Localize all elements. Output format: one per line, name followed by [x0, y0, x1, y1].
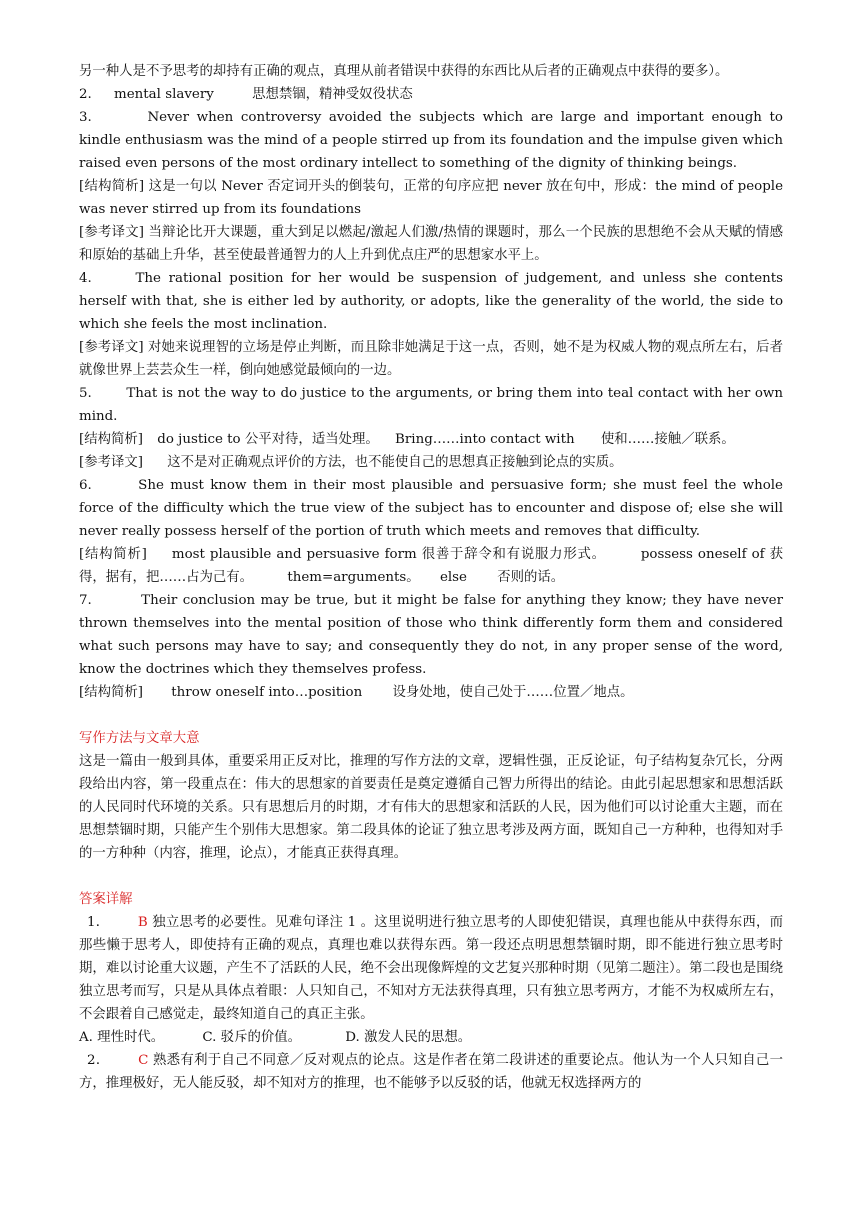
option-d: D. 激发人民的思想。	[345, 1030, 472, 1045]
answer-letter: B	[137, 915, 148, 930]
note-6-structure	[79, 543, 783, 589]
note-number: 4.	[79, 271, 92, 286]
answer-1-options	[79, 1026, 783, 1049]
structure-part: throw oneself into…position	[171, 685, 363, 700]
note-sentence: Never when controversy avoided the subjects which are large and important enough to kindle enthusiasm was the mind of a people stirred up from its foundation and the impulse given which raised even persons of the most ordinary intellect to something of the dignity of thinking beings.	[79, 110, 783, 171]
structure-label: [结构简析]	[79, 685, 144, 700]
note-sentence: She must know them in their most plausible and persuasive form; she must feel the whole force of the difficulty which the true view of the subject has to encounter and dispose of; else she will never really possess herself of the portion of truth which meets and removes that difficulty.	[79, 478, 783, 539]
note-phrase: mental slavery	[114, 87, 214, 102]
document-page	[79, 60, 783, 1095]
answer-letter: C	[138, 1053, 149, 1068]
note-translation: 思想禁锢，精神受奴役状态	[252, 87, 413, 102]
note-3-reference: [参考译文] 当辩论比开大课题，重大到足以燃起/激起人们激/热情的课题时，那么一个民族的思想绝不会从天赋的情感和原始的基础上升华，甚至使最普通智力的人上升到优点庄严的思想家水平上。	[79, 225, 783, 263]
answer-number: 1．	[87, 915, 110, 930]
note-2	[79, 83, 783, 106]
structure-part: 否则的话。	[497, 570, 565, 585]
option-c: C. 驳斥的价值。	[202, 1030, 302, 1045]
reference-text: 这不是对正确观点评价的方法，也不能使自己的思想真正接触到论点的实质。	[167, 455, 623, 470]
note-4-reference: [参考译文] 对她来说理智的立场是停止判断，而且除非她满足于这一点，否则，她不是为权威人物的观点所左右，后者就像世界上芸芸众生一样，倒向她感觉最倾向的一边。	[79, 340, 783, 378]
structure-part: 使和……接触／联系。	[600, 432, 735, 447]
note-sentence: The rational position for her would be suspension of judgement, and unless she contents herself with that, she is either led by authority, or adopts, like the generality of the world, the side to which she feels the most inclination.	[79, 271, 784, 332]
note-number: 2.	[79, 87, 92, 102]
note-number: 7.	[79, 593, 92, 608]
answer-explanation: 独立思考的必要性。见难句译注 1 。这里说明进行独立思考的人即使犯错误，真理也能从中获得东西，而那些懒于思考人，即使持有正确的观点，真理也难以获得东西。第一段还点明思想禁锢时期，即不能进行独立思考时期，难以讨论重大议题，产生不了活跃的人民，绝不会出现像辉煌的文艺复兴那种时期（见第二题注）。第二段也是围绕独立思考而写，只是从具体点着眼：人只知自己，不知对方无法获得真理，只有独立思考两方，才能不为权威所左右，不会跟着自己感觉走，最终知道自己的真正主张。	[79, 915, 783, 1022]
note-4	[79, 267, 783, 336]
answers-section-heading: 答案详解	[79, 892, 133, 907]
writing-section-body: 这是一篇由一般到具体，重要采用正反对比，推理的写作方法的文章，逻辑性强，正反论证，句子结构复杂冗长，分两段给出内容，第一段重点在：伟大的思想家的首要责任是奠定遵循自己智力所得出的结论。由此引起思想家和思想活跃的人民同时代环境的关系。只有思想后月的时期，才有伟大的思想家和活跃的人民，因为他们可以讨论重大主题，而在思想禁锢时期，只能产生个别伟大思想家。第二段具体的论证了独立思考涉及两方面，既知自己一方种种，也得知对手的一方种种（内容，推理，论点），才能真正获得真理。	[79, 754, 783, 861]
paragraph-continuation: 另一种人是不予思考的却持有正确的观点，真理从前者错误中获得的东西比从后者的正确观点中获得的要多）。	[79, 64, 729, 79]
structure-part: them=arguments。	[287, 570, 420, 585]
note-number: 3.	[79, 110, 92, 125]
answer-1	[79, 911, 783, 1026]
note-sentence: That is not the way to do justice to the arguments, or bring them into teal contact with her own mind.	[79, 386, 783, 424]
option-a: A. 理性时代。	[79, 1030, 165, 1045]
note-6	[79, 474, 783, 543]
note-3-structure: [结构简析] 这是一句以 Never 否定词开头的倒装句，正常的句序应把 never 放在句中，形成：the mind of people was never stirred up from its foundations	[79, 179, 783, 217]
writing-section-heading: 写作方法与文章大意	[79, 731, 200, 746]
note-5-structure	[79, 428, 783, 451]
note-5-reference	[79, 451, 783, 474]
structure-part: do justice to 公平对待，适当处理。	[157, 432, 379, 447]
structure-part: most plausible and persuasive form 很善于辞令和有说服力形式。	[171, 547, 606, 562]
note-number: 6.	[79, 478, 92, 493]
structure-label: [结构简析]	[79, 432, 144, 447]
note-sentence: Their conclusion may be true, but it might be false for anything they know; they have never thrown themselves into the mental position of those who think differently form them and considered what such persons may have to say; and consequently they do not, in any proper sense of the word, know the doctrines which they themselves profess.	[79, 593, 783, 677]
note-7	[79, 589, 783, 681]
reference-label: [参考译文]	[79, 455, 144, 470]
structure-part: else	[439, 570, 467, 585]
structure-part: Bring……into contact with	[395, 432, 575, 447]
structure-label: [结构简析]	[79, 547, 147, 562]
answer-explanation: 熟悉有利于自己不同意／反对观点的论点。这是作者在第二段讲述的重要论点。他认为一个人只知自己一方，推理极好，无人能反驳，却不知对方的推理，也不能够予以反驳的话，他就无权选择两方的	[79, 1053, 783, 1091]
structure-part: possess oneself of 获得，据有，把……占为己有。	[79, 547, 783, 585]
note-3	[79, 106, 783, 175]
note-5	[79, 382, 783, 428]
note-number: 5.	[79, 386, 92, 401]
structure-part: 设身处地，使自己处于……位置／地点。	[392, 685, 634, 700]
note-7-structure	[79, 681, 783, 704]
answer-2	[79, 1049, 783, 1095]
answer-number: 2．	[87, 1053, 110, 1068]
